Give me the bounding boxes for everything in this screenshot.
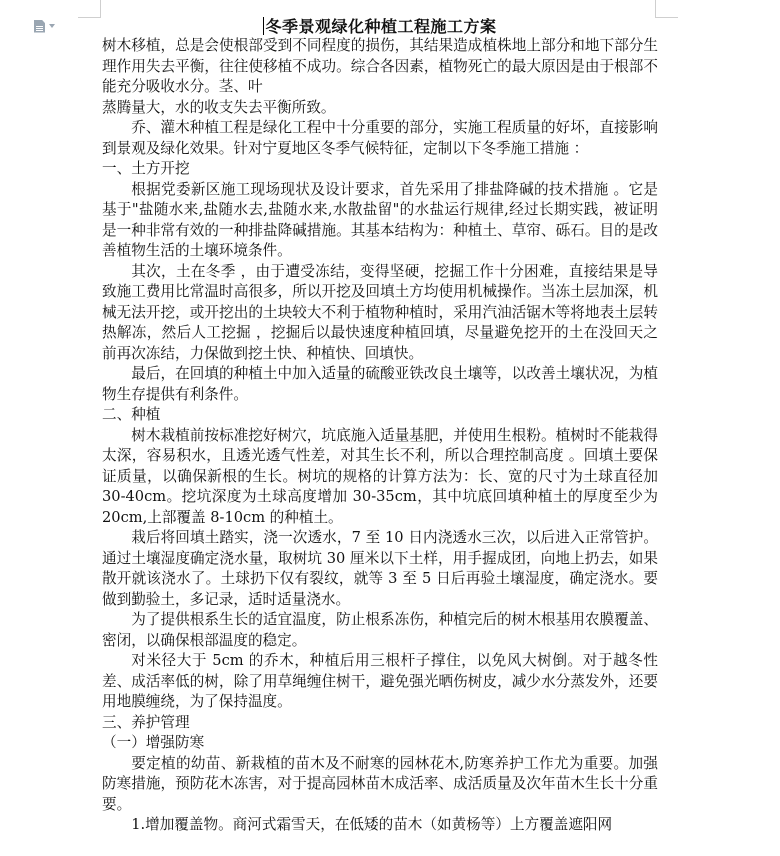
paragraph: 根据党委新区施工现场现状及设计要求，首先采用了排盐降碱的技术措施 。它是基于"盐随水来,盐随水去,盐随水来,水散盐留"的水盐运行规律,经过长期实践，被证明是一种非常有效的一种排盐降碱措施。其基本结构为：种植土、草帘、砾石。目的是改善植物生活的土壤环境条件。 <box>102 180 658 259</box>
page-title: 冬季景观绿化种植工程施工方案 <box>265 17 497 36</box>
section-heading: 三、养护管理 <box>102 713 190 731</box>
paragraph: 栽后将回填土踏实，浇一次透水，7 至 10 日内浇透水三次，以后进入正常管护。通过土壤湿度确定浇水量，取树坑 30 厘米以下土样，用手握成团，向地上扔去，如果散开就该浇水了。土球扔下仅有裂纹，就等 3 至 5 日后再验土壤湿度，确定浇水。要做到勤验土，多记录，适时适量浇水。 <box>102 529 658 608</box>
paragraph: 乔、灌木种植工程是绿化工程中十分重要的部分，实施工程质量的好坏，直接影响到景观及绿化效果。针对宁夏地区冬季气候特征，定制以下冬季施工措施 ： <box>102 119 658 157</box>
paragraph: 蒸腾量大，水的收支失去平衡所致。 <box>102 98 336 116</box>
document-body <box>102 36 658 836</box>
paragraph: 1.增加覆盖物。商河式霜雪天，在低矮的苗木（如黄杨等）上方覆盖遮阳网 <box>131 816 613 833</box>
paragraph: 对米径大于 5cm 的乔木，种植后用三根杆子撑住，以免风大树倒。对于越冬性差、成活率低的树，除了用草绳缠住树干，避免强光晒伤树皮，减少水分蒸发外，还要用地膜缠绕，为了保持温度。 <box>102 652 658 710</box>
paragraph: 要定植的幼苗、新栽植的苗木及不耐寒的园林花木,防寒养护工作尤为重要。加强防寒措施，预防花木冻害，对于提高园林苗木成活率、成活质量及次年苗木生长十分重要。 <box>102 754 658 813</box>
paragraph: 其次，土在冬季 ，由于遭受冻结，变得坚硬，挖掘工作十分困难，直接结果是导致施工费用比常温时高很多，所以开挖及回填土方均使用机械操作。当冻土层加深，机械无法开挖，或开挖出的土块较大不利于植物种植时，采用汽油活锯木等将地表土层转热解冻，然后人工挖掘 ，挖掘后以最快速度种植回填，尽量避免挖开的土在没回天之前再次冻结，力保做到挖土快、种植快、回填快。 <box>102 262 658 362</box>
section-heading: 一、土方开挖 <box>102 160 190 177</box>
paragraph: 树木移植，总是会使根部受到不同程度的损伤，其结果造成植株地上部分和地下部分生理作用失去平衡，往往使移植不成功。综合各因素，植物死亡的最大原因是由于根部不能充分吸收水分。茎、叶 <box>102 37 658 95</box>
paragraph: 最后，在回填的种植土中加入适量的硫酸亚铁改良土壤等，以改善土壤状况，为植物生存提供有利条件。 <box>102 365 658 403</box>
subsection-heading: （一）增强防寒 <box>102 734 205 751</box>
paragraph: 树木栽植前按标准挖好树穴，坑底施入适量基肥，并使用生根粉。植树时不能栽得太深，容易积水，且透光透气性差，对其生长不利，所以合理控制高度 。回填土要保证质量，以确保新根的生长。树坑的规格的计算方法为：长、宽的尺寸为土球直径加 30-40cm。挖坑深度为土球高度增加 30-35cm，其中坑底回填种植土的厚度至少为 20cm,上部覆盖 8-10cm 的种植土。 <box>102 426 658 526</box>
paragraph: 为了提供根系生长的适宜温度，防止根系冻伤，种植完后的树木根基用农膜覆盖、密闭，以确保根部温度的稳定。 <box>102 611 658 649</box>
section-heading: 二、种植 <box>102 406 161 423</box>
